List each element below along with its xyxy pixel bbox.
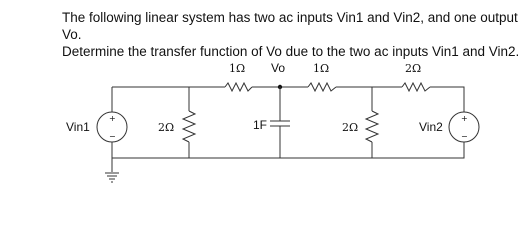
- output-node-label: Vo: [271, 61, 286, 75]
- shunt-right-resistor-label: 2Ω: [342, 121, 359, 134]
- top-wire-right: [430, 87, 464, 112]
- vin2-plus-sign: +: [461, 114, 468, 123]
- series-resistor-2: [308, 83, 336, 91]
- vin2-source: [449, 112, 479, 142]
- shunt-right-resistor: [366, 111, 378, 142]
- vin2-label: Vin2: [419, 120, 443, 134]
- vin2-minus-sign: −: [461, 132, 468, 141]
- series-resistor-1-label: 1Ω: [229, 62, 246, 75]
- vin1-label: Vin1: [66, 120, 90, 134]
- series-resistor-1: [225, 83, 252, 91]
- shunt-left-resistor: [183, 111, 195, 142]
- vin1-source: [97, 112, 127, 142]
- vin1-plus-sign: +: [109, 114, 116, 123]
- series-resistor-3-label: 2Ω: [405, 62, 422, 75]
- vin1-minus-sign: −: [109, 132, 116, 141]
- series-resistor-3: [402, 83, 430, 91]
- series-resistor-2-label: 1Ω: [313, 62, 330, 75]
- ground-symbol: [105, 158, 119, 182]
- problem-line-2: Determine the transfer function of Vo due to the two ac inputs Vin1 and Vin2.: [62, 44, 520, 59]
- shunt-left-resistor-label: 2Ω: [158, 121, 175, 134]
- capacitor-label: 1F: [253, 118, 268, 132]
- problem-line-1: The following linear system has two ac inputs Vin1 and Vin2, and one output Vo.: [62, 10, 518, 42]
- capacitor: [270, 121, 290, 126]
- bottom-wire: [112, 142, 464, 158]
